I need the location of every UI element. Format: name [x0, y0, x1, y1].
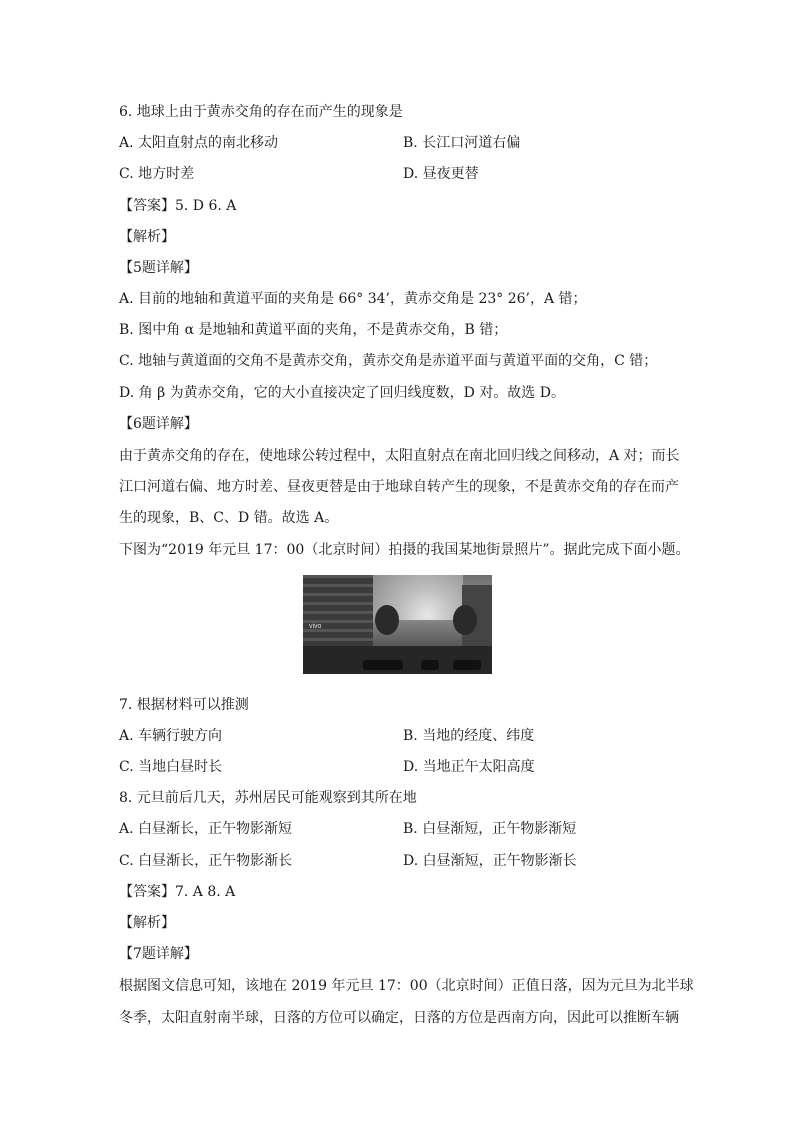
photo-car — [453, 660, 481, 670]
q6-detail-line: 生的现象，B、C、D 错。故选 A。 — [119, 510, 339, 526]
q8-stem: 8. 元旦前后几天，苏州居民可能观察到其所在地 — [119, 790, 417, 806]
q5-detail-line: A. 目前的地轴和黄道平面的夹角是 66° 34’，黄赤交角是 23° 26’，A 错； — [119, 291, 587, 307]
q8-option-a: A. 白昼渐长，正午物影渐短 — [119, 821, 293, 837]
q6-detail-line: 由于黄赤交角的存在，使地球公转过程中，太阳直射点在南北回归线之间移动，A 对；而长 — [119, 448, 680, 464]
q7-detail-line: 冬季，太阳直射南半球，日落的方位可以确定，日落的方位是西南方向，因此可以推断车辆 — [119, 1010, 679, 1026]
q6-stem: 6. 地球上由于黄赤交角的存在而产生的现象是 — [119, 104, 403, 120]
photo-car — [363, 660, 403, 670]
q5-detail-line: B. 图中角 α 是地轴和黄道平面的夹角，不是黄赤交角，B 错； — [119, 322, 508, 338]
q7-option-d: D. 当地正午太阳高度 — [403, 759, 535, 775]
analysis-heading-2: 【解析】 — [119, 915, 175, 931]
q8-option-b: B. 白昼渐短，正午物影渐短 — [403, 821, 577, 837]
q7-option-b: B. 当地的经度、纬度 — [403, 728, 535, 744]
photo-sign: vivo — [309, 623, 322, 630]
answer-5-6: 【答案】5. D 6. A — [119, 198, 237, 214]
q6-detail-line: 江口河道右偏、地方时差、昼夜更替是由于地球自转产生的现象，不是黄赤交角的存在而产 — [119, 479, 679, 495]
photo-intro: 下图为“2019 年元旦 17：00（北京时间）拍摄的我国某地街景照片”。据此完成下面小题。 — [119, 542, 690, 558]
q7-detail-heading: 【7题详解】 — [119, 946, 198, 962]
q6-option-a: A. 太阳直射点的南北移动 — [119, 135, 279, 151]
q5-detail-heading: 【5题详解】 — [119, 260, 198, 276]
q7-option-c: C. 当地白昼时长 — [119, 759, 223, 775]
q8-option-c: C. 白昼渐长，正午物影渐长 — [119, 853, 293, 869]
photo-tree — [375, 605, 399, 635]
q6-option-c: C. 地方时差 — [119, 166, 195, 182]
q7-detail-line: 根据图文信息可知，该地在 2019 年元旦 17：00（北京时间）正值日落，因为元旦为北半球 — [119, 978, 694, 994]
photo-tree — [453, 605, 477, 635]
q5-detail-line: C. 地轴与黄道面的交角不是黄赤交角，黄赤交角是赤道平面与黄道平面的交角，C 错； — [119, 353, 658, 369]
q7-option-a: A. 车辆行驶方向 — [119, 728, 223, 744]
q8-option-d: D. 白昼渐短，正午物影渐长 — [403, 853, 577, 869]
analysis-heading-1: 【解析】 — [119, 229, 175, 245]
street-photo — [303, 575, 492, 674]
q7-stem: 7. 根据材料可以推测 — [119, 697, 249, 713]
answer-7-8: 【答案】7. A 8. A — [119, 884, 236, 900]
photo-car — [421, 660, 439, 670]
q6-option-b: B. 长江口河道右偏 — [403, 135, 521, 151]
q5-detail-line: D. 角 β 为黄赤交角，它的大小直接决定了回归线度数，D 对。故选 D。 — [119, 385, 565, 401]
q6-option-d: D. 昼夜更替 — [403, 166, 479, 182]
q6-detail-heading: 【6题详解】 — [119, 416, 198, 432]
